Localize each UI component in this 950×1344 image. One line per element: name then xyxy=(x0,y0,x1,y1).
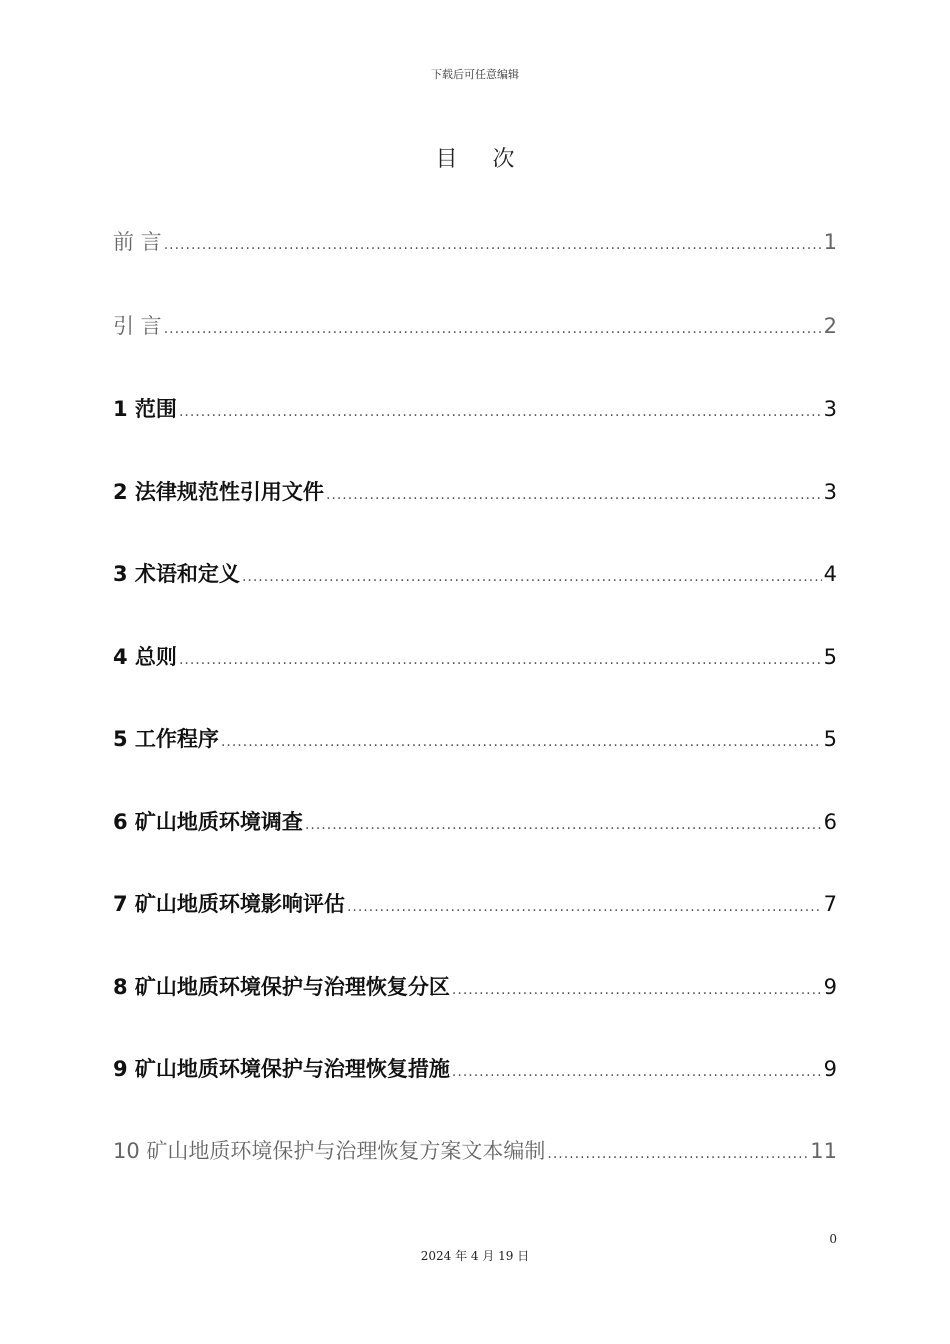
toc-leader-dots xyxy=(179,398,822,426)
toc-entry-page: 11 xyxy=(810,1139,837,1163)
toc-entry-measures[interactable] xyxy=(113,1055,837,1086)
toc-entry-foreword[interactable] xyxy=(113,228,837,259)
toc-leader-dots xyxy=(305,811,822,839)
toc-entry-label: 前 言 xyxy=(113,230,162,254)
toc-entry-label: 3 术语和定义 xyxy=(113,562,240,586)
toc-entry-label: 9 矿山地质环境保护与治理恢复措施 xyxy=(113,1057,450,1081)
toc-leader-dots xyxy=(164,315,822,343)
toc-entry-plan-compilation[interactable] xyxy=(113,1137,837,1168)
toc-entry-label: 6 矿山地质环境调查 xyxy=(113,810,303,834)
toc-entry-page: 6 xyxy=(823,810,837,834)
toc-entry-page: 3 xyxy=(823,480,837,504)
toc-entry-page: 5 xyxy=(823,727,837,751)
toc-entry-label: 1 范围 xyxy=(113,397,177,421)
toc-entry-page: 9 xyxy=(823,1057,837,1081)
page-title: 目 次 xyxy=(435,147,529,172)
toc-entry-label: 4 总则 xyxy=(113,645,177,669)
toc-leader-dots xyxy=(326,481,822,509)
toc-entry-page: 7 xyxy=(823,892,837,916)
toc-entry-label: 10 矿山地质环境保护与治理恢复方案文本编制 xyxy=(113,1139,546,1163)
toc-entry-label: 7 矿山地质环境影响评估 xyxy=(113,892,345,916)
toc-entry-general[interactable] xyxy=(113,643,837,674)
toc-entry-introduction[interactable] xyxy=(113,312,837,343)
toc-leader-dots xyxy=(221,728,822,756)
toc-entry-scope[interactable] xyxy=(113,395,837,426)
toc-entry-page: 5 xyxy=(823,645,837,669)
toc-entry-page: 9 xyxy=(823,975,837,999)
toc-leader-dots xyxy=(547,1140,808,1168)
toc-entry-label: 8 矿山地质环境保护与治理恢复分区 xyxy=(113,975,450,999)
toc-entry-page: 3 xyxy=(823,397,837,421)
toc-entry-zoning[interactable] xyxy=(113,973,837,1004)
toc-entry-terms[interactable] xyxy=(113,560,837,591)
toc-entry-label: 5 工作程序 xyxy=(113,727,219,751)
toc-leader-dots xyxy=(452,976,822,1004)
toc-entry-label: 2 法律规范性引用文件 xyxy=(113,480,324,504)
page-number: 0 xyxy=(829,1232,837,1246)
toc-entry-page: 1 xyxy=(823,230,837,254)
toc-leader-dots xyxy=(164,231,822,259)
toc-leader-dots xyxy=(347,893,822,921)
toc-entry-normative-references[interactable] xyxy=(113,478,837,509)
toc-leader-dots xyxy=(452,1058,822,1086)
toc-entry-page: 2 xyxy=(823,314,837,338)
toc-leader-dots xyxy=(179,646,822,674)
toc-entry-page: 4 xyxy=(823,562,837,586)
toc-entry-label: 引 言 xyxy=(113,314,162,338)
header-note: 下载后可任意编辑 xyxy=(431,68,519,81)
toc-entry-procedure[interactable] xyxy=(113,725,837,756)
toc-entry-survey[interactable] xyxy=(113,808,837,839)
toc-entry-impact-assessment[interactable] xyxy=(113,890,837,921)
toc-leader-dots xyxy=(242,563,822,591)
footer-date: 2024 年 4 月 19 日 xyxy=(420,1249,530,1263)
